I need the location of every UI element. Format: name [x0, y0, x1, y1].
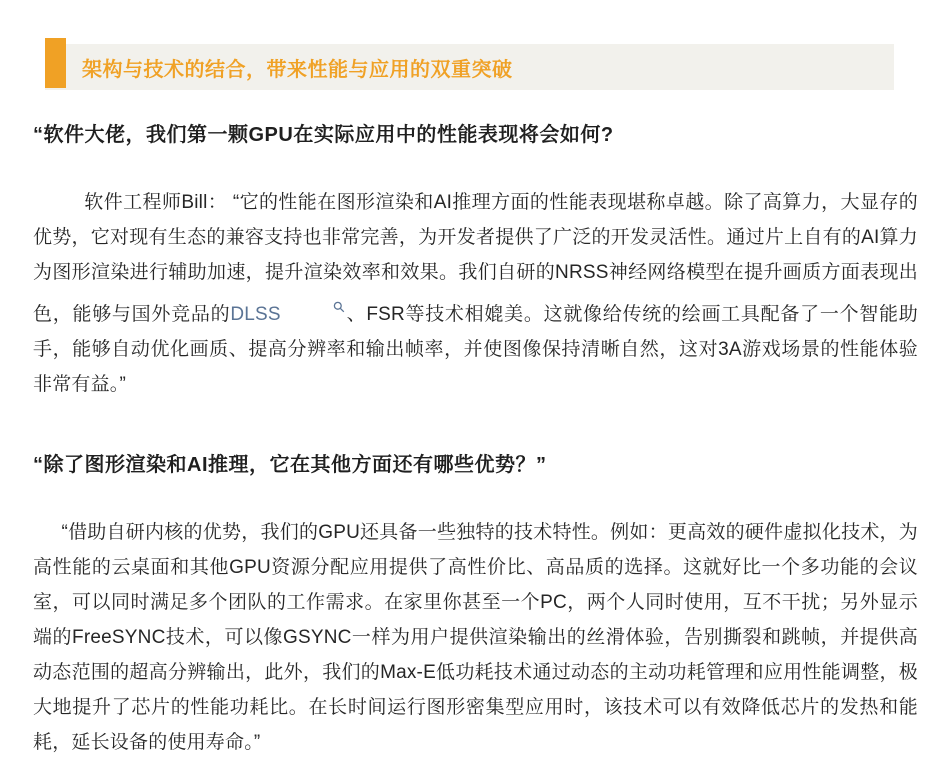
- search-icon[interactable]: [282, 290, 345, 325]
- answer-1-text-after-link: 、FSR等技术相媲美。这就像给传统的绘画工具配备了一个智能助手，能够自动优化画质、提高分辨率和输出帧率，并使图像保持清晰自然，这对3A游戏场景的性能体验非常有益。”: [33, 304, 918, 395]
- question-1: “软件大佬，我们第一颗GPU在实际应用中的性能表现将会如何?: [33, 124, 614, 146]
- answer-1-text-before-link: 软件工程师Bill： “它的性能在图形渲染和AI推理方面的性能表现堪称卓越。除了高算力，大显存的优势，它对现有生态的兼容支持也非常完善，为开发者提供了广泛的开发灵活性。通过片上自有的AI算力为图形渲染进行辅助加速，提升渲染效率和效果。我们自研的NRSS神经网络模型在提升画质方面表现出色，能够与国外竞品的: [33, 192, 918, 325]
- section-title: 架构与技术的结合，带来性能与应用的双重突破: [82, 58, 513, 81]
- dlss-link[interactable]: DLSS: [230, 304, 281, 325]
- section-header-bar: [45, 44, 894, 90]
- features-answer-paragraph: “借助自研内核的优势，我们的GPU还具备一些独特的技术特性。例如：更高效的硬件虚拟化技术，为高性能的云桌面和其他GPU资源分配应用提供了高性价比、高品质的选择。这就好比一个多功能的会议室，可以同时满足多个团队的工作需求。在家里你甚至一个PC，两个人同时使用，互不干扰；另外显示端的FreeSYNC技术，可以像GSYNC一样为用户提供渲染输出的丝滑体验，告别撕裂和跳帧，并提供高动态范围的超高分辨输出，此外，我们的Max-E低功耗技术通过动态的主动功耗管理和应用性能调整，极大地提升了芯片的性能功耗比。在长时间运行图形密集型应用时，该技术可以有效降低芯片的发热和能耗，延长设备的使用寿命。”: [33, 522, 918, 753]
- question-2: “除了图形渲染和AI推理，它在其他方面还有哪些优势？”: [33, 454, 547, 476]
- engineer-answer-paragraph: [33, 185, 918, 402]
- accent-block: [45, 38, 66, 88]
- article-content: [33, 118, 918, 760]
